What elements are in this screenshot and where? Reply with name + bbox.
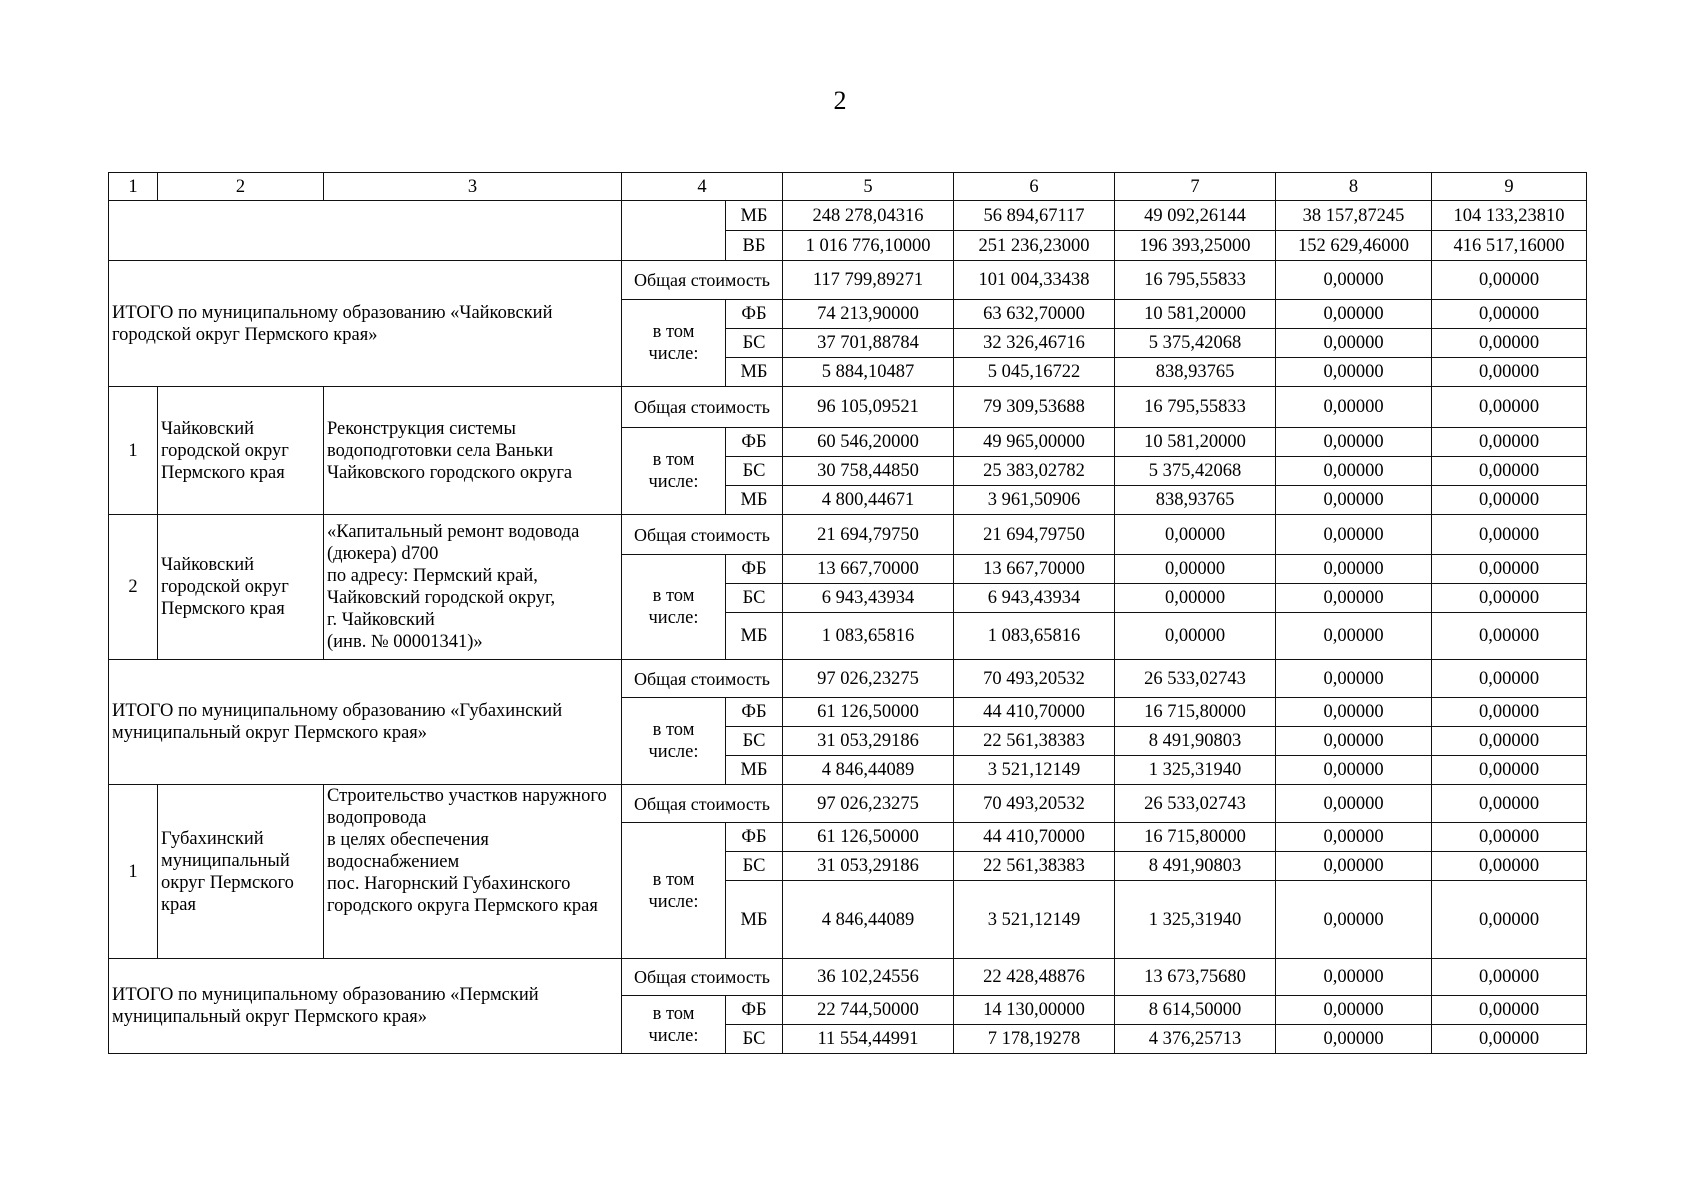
header-cell: 6 — [954, 173, 1115, 201]
value-cell: 0,00000 — [1276, 959, 1432, 996]
value-cell: 416 517,16000 — [1432, 231, 1587, 261]
value-cell: 8 491,90803 — [1115, 727, 1276, 756]
value-cell: 4 800,44671 — [783, 486, 954, 515]
value-cell: 0,00000 — [1276, 660, 1432, 698]
source-cell: МБ — [726, 756, 783, 785]
source-cell: БС — [726, 727, 783, 756]
header-cell: 9 — [1432, 173, 1587, 201]
including-label: в том числе: — [622, 428, 726, 515]
source-cell: ФБ — [726, 996, 783, 1025]
value-cell: 0,00000 — [1276, 823, 1432, 852]
header-cell: 1 — [109, 173, 158, 201]
value-cell: 38 157,87245 — [1276, 201, 1432, 231]
value-cell: 0,00000 — [1276, 515, 1432, 555]
value-cell: 0,00000 — [1432, 387, 1587, 428]
value-cell: 1 325,31940 — [1115, 881, 1276, 959]
value-cell: 63 632,70000 — [954, 300, 1115, 329]
value-cell: 13 667,70000 — [783, 555, 954, 584]
value-cell: 26 533,02743 — [1115, 785, 1276, 823]
column-number-row — [109, 173, 1587, 201]
project-municipality: Чайковский городской округ Пермского края — [158, 515, 324, 660]
value-cell: 3 961,50906 — [954, 486, 1115, 515]
source-cell: МБ — [726, 358, 783, 387]
source-cell: БС — [726, 329, 783, 358]
source-cell: ФБ — [726, 823, 783, 852]
value-cell: 0,00000 — [1115, 613, 1276, 660]
value-cell: 16 715,80000 — [1115, 698, 1276, 727]
including-label: в том числе: — [622, 996, 726, 1054]
value-cell: 13 667,70000 — [954, 555, 1115, 584]
value-cell: 0,00000 — [1432, 660, 1587, 698]
value-cell: 0,00000 — [1276, 613, 1432, 660]
value-cell: 0,00000 — [1276, 727, 1432, 756]
value-cell: 0,00000 — [1276, 387, 1432, 428]
value-cell: 49 965,00000 — [954, 428, 1115, 457]
value-cell: 97 026,23275 — [783, 785, 954, 823]
total-cost-label: Общая стоимость — [622, 261, 783, 300]
value-cell: 0,00000 — [1432, 457, 1587, 486]
value-cell: 14 130,00000 — [954, 996, 1115, 1025]
value-cell: 25 383,02782 — [954, 457, 1115, 486]
value-cell: 8 614,50000 — [1115, 996, 1276, 1025]
value-cell: 0,00000 — [1276, 300, 1432, 329]
value-cell: 8 491,90803 — [1115, 852, 1276, 881]
continuation-blank — [622, 201, 726, 261]
project-object: «Капитальный ремонт водовода (дюкера) d700 по адресу: Пермский край, Чайковский городской округ, г. Чайковский (инв. № 00001341)» — [324, 515, 622, 660]
value-cell: 26 533,02743 — [1115, 660, 1276, 698]
value-cell: 79 309,53688 — [954, 387, 1115, 428]
value-cell: 5 884,10487 — [783, 358, 954, 387]
source-cell: БС — [726, 852, 783, 881]
value-cell: 13 673,75680 — [1115, 959, 1276, 996]
value-cell: 0,00000 — [1432, 486, 1587, 515]
project-object: Строительство участков наружного водопровода в целях обеспечения водоснабжением пос. Нагорнский Губахинского городского округа Пермского края — [324, 785, 622, 959]
value-cell: 60 546,20000 — [783, 428, 954, 457]
value-cell: 0,00000 — [1432, 959, 1587, 996]
value-cell: 0,00000 — [1432, 515, 1587, 555]
value-cell: 36 102,24556 — [783, 959, 954, 996]
value-cell: 61 126,50000 — [783, 823, 954, 852]
value-cell: 16 795,55833 — [1115, 387, 1276, 428]
value-cell: 96 105,09521 — [783, 387, 954, 428]
value-cell: 0,00000 — [1115, 584, 1276, 613]
value-cell: 0,00000 — [1432, 428, 1587, 457]
group-total-title: ИТОГО по муниципальному образованию «Губахинский муниципальный округ Пермского края» — [109, 660, 622, 785]
value-cell: 0,00000 — [1276, 555, 1432, 584]
continuation-blank — [109, 201, 622, 261]
value-cell: 5 375,42068 — [1115, 457, 1276, 486]
source-cell: ФБ — [726, 428, 783, 457]
value-cell: 22 744,50000 — [783, 996, 954, 1025]
value-cell: 0,00000 — [1432, 358, 1587, 387]
value-cell: 0,00000 — [1276, 852, 1432, 881]
source-cell: ВБ — [726, 231, 783, 261]
value-cell: 0,00000 — [1276, 584, 1432, 613]
value-cell: 44 410,70000 — [954, 698, 1115, 727]
header-cell: 4 — [622, 173, 783, 201]
value-cell: 0,00000 — [1276, 486, 1432, 515]
value-cell: 37 701,88784 — [783, 329, 954, 358]
value-cell: 49 092,26144 — [1115, 201, 1276, 231]
source-cell: МБ — [726, 486, 783, 515]
value-cell: 5 045,16722 — [954, 358, 1115, 387]
value-cell: 1 016 776,10000 — [783, 231, 954, 261]
value-cell: 21 694,79750 — [954, 515, 1115, 555]
page-number: 2 — [833, 86, 847, 115]
value-cell: 6 943,43934 — [954, 584, 1115, 613]
value-cell: 22 561,38383 — [954, 727, 1115, 756]
value-cell: 0,00000 — [1432, 613, 1587, 660]
header-cell: 7 — [1115, 173, 1276, 201]
value-cell: 117 799,89271 — [783, 261, 954, 300]
value-cell: 0,00000 — [1432, 698, 1587, 727]
total-cost-label: Общая стоимость — [622, 387, 783, 428]
value-cell: 4 846,44089 — [783, 756, 954, 785]
including-label: в том числе: — [622, 698, 726, 785]
value-cell: 0,00000 — [1432, 727, 1587, 756]
value-cell: 0,00000 — [1432, 996, 1587, 1025]
value-cell: 11 554,44991 — [783, 1025, 954, 1054]
value-cell: 97 026,23275 — [783, 660, 954, 698]
value-cell: 0,00000 — [1115, 515, 1276, 555]
value-cell: 0,00000 — [1432, 584, 1587, 613]
value-cell: 1 083,65816 — [954, 613, 1115, 660]
value-cell: 74 213,90000 — [783, 300, 954, 329]
value-cell: 0,00000 — [1276, 1025, 1432, 1054]
table-row — [109, 201, 1587, 231]
value-cell: 7 178,19278 — [954, 1025, 1115, 1054]
source-cell: МБ — [726, 201, 783, 231]
value-cell: 0,00000 — [1115, 555, 1276, 584]
value-cell: 3 521,12149 — [954, 881, 1115, 959]
source-cell: БС — [726, 584, 783, 613]
project-number: 1 — [109, 785, 158, 959]
project-number: 1 — [109, 387, 158, 515]
value-cell: 0,00000 — [1276, 996, 1432, 1025]
value-cell: 10 581,20000 — [1115, 428, 1276, 457]
value-cell: 21 694,79750 — [783, 515, 954, 555]
group-total-title: ИТОГО по муниципальному образованию «Чайковский городской округ Пермского края» — [109, 261, 622, 387]
value-cell: 32 326,46716 — [954, 329, 1115, 358]
value-cell: 5 375,42068 — [1115, 329, 1276, 358]
value-cell: 4 846,44089 — [783, 881, 954, 959]
including-label: в том числе: — [622, 823, 726, 959]
value-cell: 0,00000 — [1276, 756, 1432, 785]
value-cell: 31 053,29186 — [783, 852, 954, 881]
value-cell: 251 236,23000 — [954, 231, 1115, 261]
table-row — [109, 660, 1587, 698]
header-cell: 3 — [324, 173, 622, 201]
budget-table — [108, 172, 1587, 1054]
including-label: в том числе: — [622, 300, 726, 387]
value-cell: 22 561,38383 — [954, 852, 1115, 881]
value-cell: 70 493,20532 — [954, 660, 1115, 698]
value-cell: 1 083,65816 — [783, 613, 954, 660]
value-cell: 0,00000 — [1276, 785, 1432, 823]
value-cell: 6 943,43934 — [783, 584, 954, 613]
table-row — [109, 387, 1587, 428]
header-cell: 5 — [783, 173, 954, 201]
value-cell: 10 581,20000 — [1115, 300, 1276, 329]
value-cell: 0,00000 — [1432, 756, 1587, 785]
table-row — [109, 785, 1587, 823]
table-row — [109, 261, 1587, 300]
source-cell: ФБ — [726, 698, 783, 727]
source-cell: БС — [726, 457, 783, 486]
source-cell: МБ — [726, 881, 783, 959]
value-cell: 248 278,04316 — [783, 201, 954, 231]
value-cell: 0,00000 — [1276, 881, 1432, 959]
value-cell: 838,93765 — [1115, 486, 1276, 515]
value-cell: 1 325,31940 — [1115, 756, 1276, 785]
value-cell: 0,00000 — [1432, 1025, 1587, 1054]
project-municipality: Чайковский городской округ Пермского края — [158, 387, 324, 515]
project-number: 2 — [109, 515, 158, 660]
value-cell: 0,00000 — [1276, 428, 1432, 457]
value-cell: 0,00000 — [1432, 329, 1587, 358]
value-cell: 0,00000 — [1276, 457, 1432, 486]
value-cell: 31 053,29186 — [783, 727, 954, 756]
total-cost-label: Общая стоимость — [622, 959, 783, 996]
value-cell: 0,00000 — [1276, 329, 1432, 358]
source-cell: ФБ — [726, 300, 783, 329]
value-cell: 0,00000 — [1432, 300, 1587, 329]
header-cell: 8 — [1276, 173, 1432, 201]
total-cost-label: Общая стоимость — [622, 515, 783, 555]
total-cost-label: Общая стоимость — [622, 785, 783, 823]
table-row — [109, 515, 1587, 555]
value-cell: 101 004,33438 — [954, 261, 1115, 300]
header-cell: 2 — [158, 173, 324, 201]
value-cell: 0,00000 — [1432, 555, 1587, 584]
value-cell: 22 428,48876 — [954, 959, 1115, 996]
value-cell: 56 894,67117 — [954, 201, 1115, 231]
value-cell: 0,00000 — [1432, 261, 1587, 300]
including-label: в том числе: — [622, 555, 726, 660]
table-row — [109, 959, 1587, 996]
value-cell: 0,00000 — [1432, 852, 1587, 881]
value-cell: 30 758,44850 — [783, 457, 954, 486]
value-cell: 3 521,12149 — [954, 756, 1115, 785]
value-cell: 104 133,23810 — [1432, 201, 1587, 231]
project-object: Реконструкция системы водоподготовки села Ваньки Чайковского городского округа — [324, 387, 622, 515]
value-cell: 4 376,25713 — [1115, 1025, 1276, 1054]
value-cell: 61 126,50000 — [783, 698, 954, 727]
value-cell: 70 493,20532 — [954, 785, 1115, 823]
source-cell: МБ — [726, 613, 783, 660]
value-cell: 0,00000 — [1432, 823, 1587, 852]
value-cell: 152 629,46000 — [1276, 231, 1432, 261]
value-cell: 838,93765 — [1115, 358, 1276, 387]
value-cell: 0,00000 — [1276, 358, 1432, 387]
value-cell: 196 393,25000 — [1115, 231, 1276, 261]
value-cell: 0,00000 — [1276, 698, 1432, 727]
value-cell: 0,00000 — [1276, 261, 1432, 300]
group-total-title: ИТОГО по муниципальному образованию «Пермский муниципальный округ Пермского края» — [109, 959, 622, 1054]
value-cell: 0,00000 — [1432, 881, 1587, 959]
project-municipality: Губахинский муниципальный округ Пермского края — [158, 785, 324, 959]
total-cost-label: Общая стоимость — [622, 660, 783, 698]
source-cell: БС — [726, 1025, 783, 1054]
source-cell: ФБ — [726, 555, 783, 584]
value-cell: 44 410,70000 — [954, 823, 1115, 852]
value-cell: 16 715,80000 — [1115, 823, 1276, 852]
value-cell: 0,00000 — [1432, 785, 1587, 823]
value-cell: 16 795,55833 — [1115, 261, 1276, 300]
